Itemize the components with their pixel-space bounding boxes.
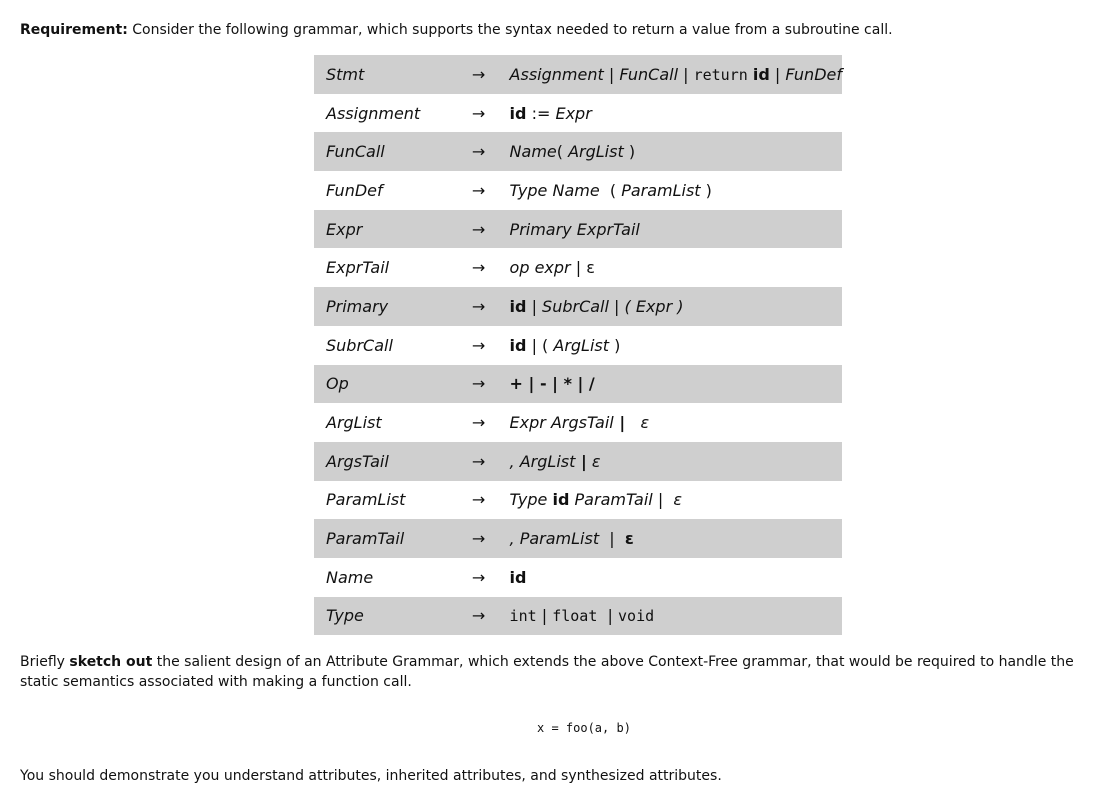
rhs-token: | [678, 64, 694, 84]
rhs-token: Expr [555, 103, 592, 123]
rhs-token: Assignment [509, 64, 604, 84]
grammar-rule-row [314, 171, 842, 210]
rhs-token: ( [599, 180, 622, 200]
rule-lhs: ExprTail [326, 258, 390, 278]
rule-rhs [510, 365, 842, 404]
rhs-token: | ( [526, 335, 554, 355]
grammar-rule-row [314, 519, 842, 558]
rule-arrow: → [448, 132, 510, 171]
rule-rhs [510, 442, 842, 481]
rhs-token: | [603, 64, 620, 84]
rule-rhs [510, 171, 842, 210]
rhs-token: FunDef [785, 64, 842, 84]
grammar-rule-row [314, 558, 842, 597]
rule-arrow: → [448, 519, 510, 558]
rule-lhs: ParamTail [314, 519, 448, 558]
rhs-token: , ArgList [509, 451, 576, 471]
rule-lhs: ArgsTail [314, 442, 448, 481]
rhs-token: id [552, 490, 570, 510]
code-example: x = foo(a, b) [537, 721, 631, 735]
rhs-token: + | - | * | / [509, 374, 595, 394]
rhs-token: id [509, 335, 527, 355]
rhs-token: id [509, 103, 527, 123]
rule-lhs: Type [314, 597, 448, 636]
rhs-token: ParamTail [574, 490, 653, 510]
rule-lhs: Primary [314, 287, 448, 326]
grammar-rule-row [314, 365, 842, 404]
instruction-text-start: Briefly [20, 654, 70, 670]
rule-lhs: FunDef [326, 180, 383, 200]
requirement-label: Requirement: [20, 22, 128, 38]
grammar-rule-row [314, 132, 842, 171]
rule-rhs [510, 248, 842, 287]
rhs-token: ) [609, 335, 621, 355]
rhs-token: Type [509, 490, 548, 510]
instruction-text-end: the salient design of an Attribute Grammar, which extends the above Context-Free grammar, that would be required to handle the static semantics associated with making a function call. [20, 654, 1074, 690]
rule-lhs: Op [314, 365, 448, 404]
rhs-token: | [536, 606, 553, 626]
requirement-text: Consider the following grammar, which supports the syntax needed to return a value from a subroutine call. [127, 22, 893, 38]
rhs-token: ε [624, 529, 634, 549]
rule-rhs [510, 210, 842, 249]
rhs-token: id [752, 64, 770, 84]
rhs-token: | [575, 451, 587, 471]
rhs-token: ( [556, 142, 569, 162]
grammar-rule-row [314, 94, 842, 133]
rhs-token: float [552, 607, 598, 626]
grammar-rule-row [314, 597, 842, 636]
rhs-token: Type Name [509, 180, 600, 200]
rule-rhs [510, 94, 842, 133]
grammar-rule-row [314, 442, 842, 481]
rhs-token: int [509, 607, 537, 626]
rule-lhs: ParamList [326, 490, 406, 510]
rhs-token: SubrCall | ( Expr ) [542, 296, 684, 316]
rule-rhs [510, 519, 842, 558]
rhs-token: | ε [570, 258, 595, 278]
rhs-token: | [613, 413, 626, 433]
rhs-token: ) [700, 180, 712, 200]
rhs-token: | [652, 490, 674, 510]
grammar-rule-row [314, 248, 842, 287]
rhs-token: Name [509, 142, 557, 162]
rhs-token: := [526, 103, 556, 123]
rule-lhs: Name [326, 567, 374, 587]
rule-rhs [510, 55, 842, 94]
rule-arrow: → [471, 567, 486, 587]
closing-paragraph: You should demonstrate you understand attributes, inherited attributes, and synthesized attributes. [20, 768, 722, 784]
grammar-rule-row [314, 287, 842, 326]
rule-rhs [510, 132, 842, 171]
rhs-token: ε [640, 413, 650, 433]
rhs-token: ArgList [553, 335, 610, 355]
rule-rhs [510, 287, 842, 326]
rhs-token: return [693, 65, 748, 84]
grammar-rule-row [314, 326, 842, 365]
grammar-rule-row [314, 210, 842, 249]
rule-arrow: → [471, 413, 486, 433]
rule-arrow: → [448, 365, 510, 404]
grammar-table [314, 55, 842, 635]
rhs-token: ArgList [568, 142, 624, 162]
rhs-token: id [509, 296, 527, 316]
rhs-token: op expr [509, 258, 571, 278]
grammar-rule-row [314, 481, 842, 520]
rhs-token: | [526, 296, 543, 316]
rule-lhs: Expr [314, 210, 448, 249]
rule-lhs: Assignment [326, 103, 421, 123]
rhs-token: Expr ArgsTail [509, 413, 614, 433]
grammar-rule-row [314, 55, 842, 94]
rule-rhs [510, 558, 842, 597]
instruction-emphasis: sketch out [69, 654, 153, 670]
rhs-token: ε [673, 490, 683, 510]
rule-lhs: SubrCall [326, 335, 393, 355]
rule-rhs [510, 403, 842, 442]
rule-rhs [510, 597, 842, 636]
instruction-paragraph [20, 652, 1105, 692]
rhs-token: | [597, 606, 619, 626]
rhs-token: FunCall [619, 64, 679, 84]
rule-lhs: ArgList [326, 413, 382, 433]
rule-lhs: Stmt [314, 55, 448, 94]
rhs-token: ε [591, 451, 601, 471]
rule-lhs: FunCall [314, 132, 448, 171]
rule-arrow: → [471, 180, 486, 200]
rule-rhs [510, 481, 842, 520]
grammar-rule-row [314, 403, 842, 442]
requirement-line [20, 22, 893, 38]
rhs-token: | [769, 64, 786, 84]
rhs-token: , ParamList [509, 529, 600, 549]
rule-arrow: → [448, 210, 510, 249]
rule-arrow: → [448, 287, 510, 326]
rhs-token [625, 413, 640, 432]
rule-arrow: → [471, 490, 486, 510]
rhs-token: id [509, 567, 527, 587]
rule-arrow: → [471, 258, 486, 278]
rhs-token: | [599, 529, 625, 549]
rhs-token: void [618, 607, 655, 626]
rule-rhs [510, 326, 842, 365]
rhs-token: ParamList [621, 180, 701, 200]
rhs-token: Primary ExprTail [509, 219, 640, 239]
rule-arrow: → [471, 335, 486, 355]
rule-arrow: → [448, 597, 510, 636]
rule-arrow: → [471, 103, 486, 123]
rule-arrow: → [448, 55, 510, 94]
rule-arrow: → [448, 442, 510, 481]
rhs-token: ) [623, 142, 636, 162]
